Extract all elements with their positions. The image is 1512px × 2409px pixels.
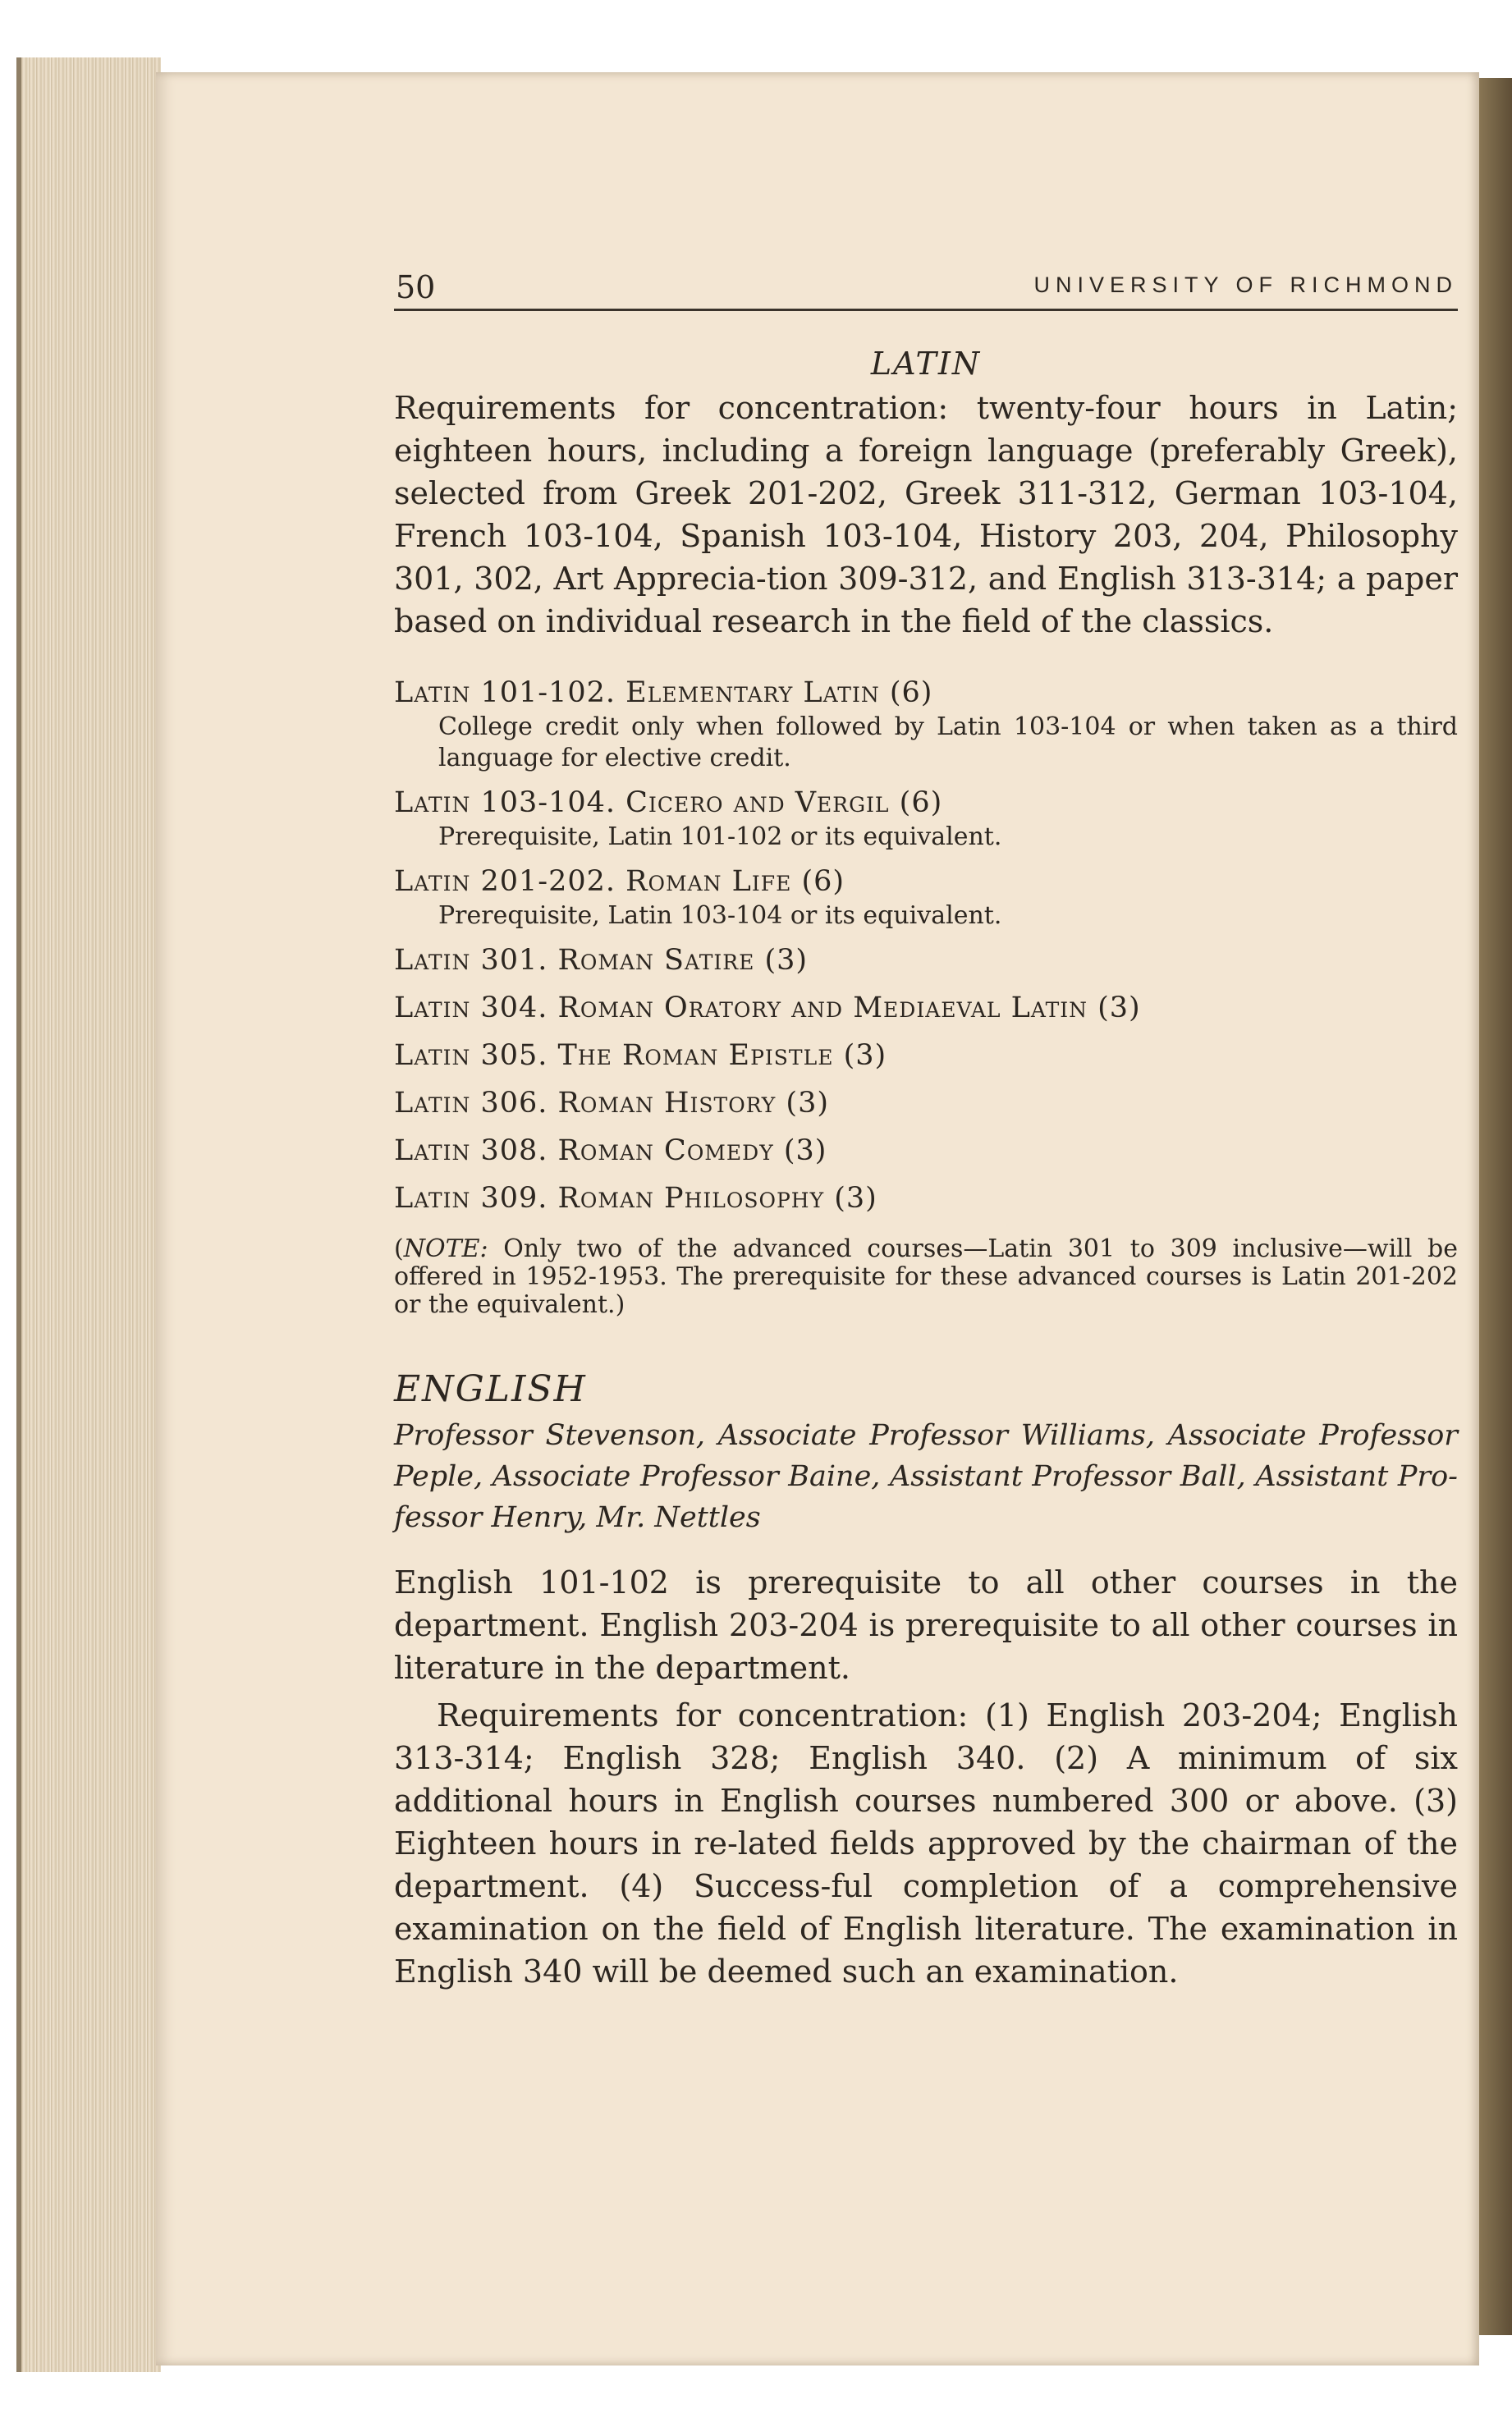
english-prerequisites: English 101-102 is prerequisite to all other courses in the department. English 203-204 is prerequisite to all other courses in literature in the department. [394, 1564, 1458, 1686]
latin-advanced-note [394, 1235, 1458, 1319]
course-title: Latin 308. Roman Comedy (3) [394, 1134, 827, 1167]
english-faculty: Professor Stevenson, Associate Professor Williams, Associate Professor Peple, Associate Professor Baine, Assistant Professor Ball, Assistant Pro-fessor Henry, Mr. Nettles [394, 1419, 1458, 1534]
course-title: Latin 304. Roman Oratory and Mediaeval Latin (3) [394, 992, 1141, 1024]
book-cover-edge [1478, 78, 1512, 2335]
course-title: Latin 101-102. Elementary Latin (6) [394, 676, 933, 709]
course-title: Latin 306. Roman History (3) [394, 1087, 829, 1120]
latin-section-title: LATIN [870, 346, 982, 382]
course-title: Latin 301. Roman Satire (3) [394, 944, 809, 977]
course-item [394, 989, 1458, 1027]
course-item [394, 863, 1458, 932]
running-title: UNIVERSITY OF RICHMOND [1033, 273, 1458, 297]
book-page-edges [16, 57, 161, 2372]
course-item [394, 1132, 1458, 1170]
page-content [394, 263, 1458, 1993]
note-label: NOTE: [403, 1234, 488, 1263]
course-title: Latin 201-202. Roman Life (6) [394, 865, 845, 898]
note-open-paren: ( [394, 1234, 404, 1263]
course-note: Prerequisite, Latin 103-104 or its equivalent. [438, 901, 1002, 930]
course-title: Latin 309. Roman Philosophy (3) [394, 1182, 877, 1215]
running-header [394, 263, 1458, 311]
course-item [394, 1037, 1458, 1074]
course-item [394, 674, 1458, 774]
course-note: Prerequisite, Latin 101-102 or its equivalent. [438, 822, 1002, 851]
course-note: College credit only when followed by Latin 103-104 or when taken as a third language for elective credit. [438, 712, 1458, 772]
latin-requirements: Requirements for concentration: twenty-four hours in Latin; eighteen hours, including a foreign language (preferably Greek), selected from Greek 201-202, Greek 311-312, German 103-104, French 103-104, Spanish 103-104, History 203, 204, Philosophy 301, 302, Art Apprecia-tion 309-312, and English 313-314; a paper based on individual research in the field of the classics. [394, 390, 1458, 639]
course-item [394, 1084, 1458, 1122]
note-text: Only two of the advanced courses—Latin 301 to 309 inclusive—will be offered in 1952-1953. The prerequisite for these advanced courses is Latin 201-202 or the equivalent.) [394, 1234, 1458, 1319]
latin-course-list [394, 674, 1458, 1217]
english-section-title: ENGLISH [394, 1368, 587, 1410]
course-item [394, 784, 1458, 853]
course-title: Latin 103-104. Cicero and Vergil (6) [394, 786, 943, 819]
course-item [394, 941, 1458, 979]
course-item [394, 1179, 1458, 1217]
page-number: 50 [396, 269, 436, 305]
course-title: Latin 305. The Roman Epistle (3) [394, 1039, 887, 1072]
english-requirements: Requirements for concentration: (1) English 203-204; English 313-314; English 328; English 340. (2) A minimum of six additional hours in English courses numbered 300 or above. (3) Eighteen hours in re-lated fields approved by the chairman of the department. (4) Success-ful completion of a comprehensive examination on the field of English literature. The examination in English 340 will be deemed such an examination. [394, 1697, 1458, 1990]
